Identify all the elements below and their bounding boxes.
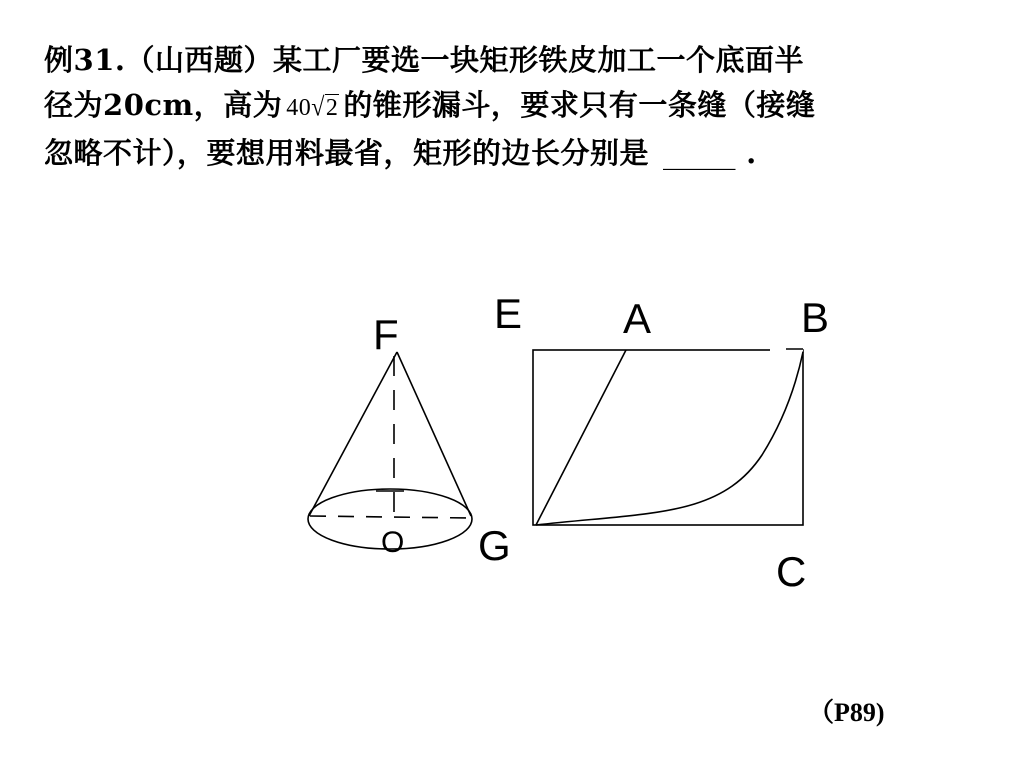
problem-line-2-mid: ，高为 <box>193 88 283 122</box>
sheet-diagram <box>533 349 803 525</box>
label-C: C <box>776 548 807 595</box>
example-number: 31. <box>73 43 126 77</box>
label-E: E <box>494 290 523 337</box>
height-radicand: 2 <box>325 95 339 121</box>
label-G: G <box>478 522 511 569</box>
cone-radius-dashed <box>310 516 471 518</box>
problem-line-3-text: 忽略不计），要想用料最省，矩形的边长分别是 <box>44 136 650 170</box>
page-reference: （P89) <box>808 698 885 727</box>
arc-GB <box>536 352 803 525</box>
answer-blank: _____ <box>663 136 736 170</box>
label-F: F <box>373 311 399 358</box>
cone-diagram <box>308 352 472 549</box>
problem-line-2-pre: 径为 <box>44 88 104 122</box>
radius-value: 20cm <box>103 88 194 122</box>
problem-line-2-post: 的锥形漏斗，要求只有一条缝（接缝 <box>343 88 816 122</box>
segment-GA <box>536 350 626 525</box>
cone-right-edge <box>397 352 471 516</box>
example-prefix: 例 <box>44 43 74 77</box>
rectangle-sheet <box>533 350 803 525</box>
height-coefficient: 40 <box>286 95 312 121</box>
label-O: O <box>381 526 405 559</box>
sqrt-symbol: √2 <box>311 93 339 123</box>
label-B: B <box>801 294 830 341</box>
label-A: A <box>623 295 652 342</box>
problem-end-period: . <box>746 136 757 170</box>
problem-line-1-text: （山西题）某工厂要选一块矩形铁皮加工一个底面半 <box>125 43 804 77</box>
